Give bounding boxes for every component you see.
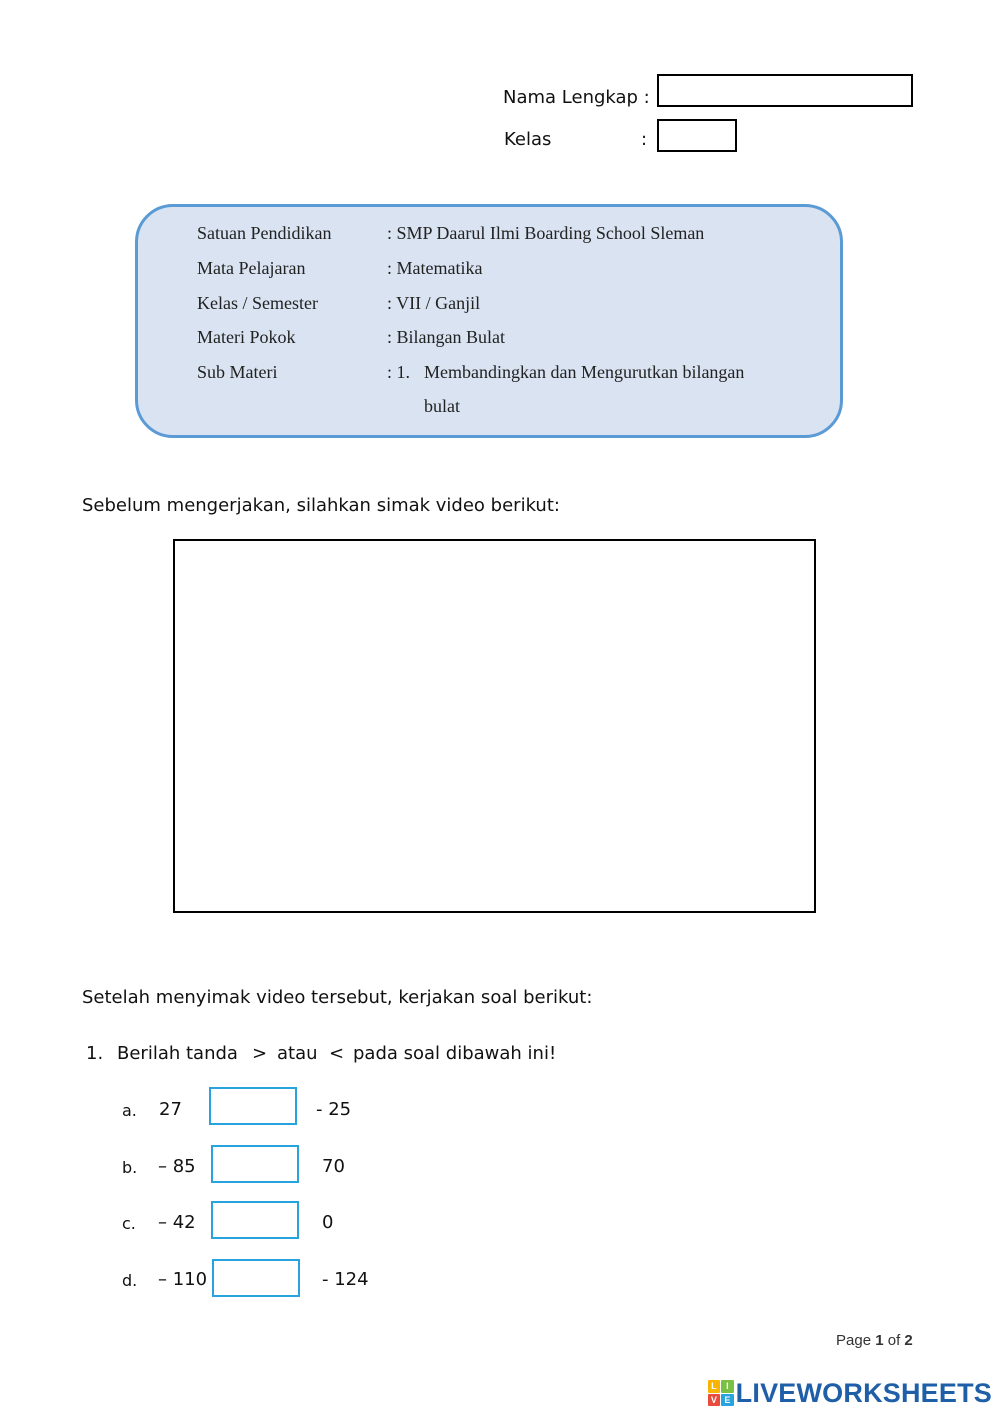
info-label-school: Satuan Pendidikan <box>197 223 332 243</box>
info-label-class-semester: Kelas / Semester <box>197 293 318 313</box>
item-a-right-value: - 25 <box>316 1099 352 1120</box>
info-value-subject: : Matematika <box>387 258 483 278</box>
page-word: Page <box>836 1332 872 1349</box>
class-colon: : <box>641 129 648 150</box>
video-frame[interactable] <box>173 539 816 913</box>
item-c-left-value: – 42 <box>158 1212 196 1233</box>
item-b-answer-box[interactable] <box>211 1145 299 1183</box>
info-label-topic: Materi Pokok <box>197 327 296 347</box>
liveworksheets-logo-icon <box>708 1380 734 1406</box>
task-intro-text: Setelah menyimak video tersebut, kerjakan soal berikut: <box>82 987 593 1008</box>
item-b-letter: b. <box>122 1158 138 1177</box>
info-value-topic: : Bilangan Bulat <box>387 327 505 347</box>
info-value-subtopic-number: : 1. <box>387 362 411 382</box>
info-label-subject: Mata Pelajaran <box>197 258 306 278</box>
info-value-subtopic: Membandingkan dan Mengurutkan bilangan <box>424 362 745 382</box>
question-text-part2: atau <box>277 1043 318 1064</box>
logo-tile-e: E <box>721 1394 734 1407</box>
item-c-letter: c. <box>122 1214 136 1233</box>
class-label: Kelas <box>504 129 552 150</box>
class-input[interactable] <box>657 119 737 152</box>
question-text-part1: Berilah tanda <box>117 1043 238 1064</box>
item-c-answer-box[interactable] <box>211 1201 299 1239</box>
item-a-letter: a. <box>122 1101 137 1120</box>
liveworksheets-brand <box>708 1377 992 1409</box>
logo-tile-l: L <box>708 1380 721 1393</box>
question-number: 1. <box>86 1043 104 1064</box>
item-b-right-value: 70 <box>322 1156 345 1177</box>
item-c-right-value: 0 <box>322 1212 334 1233</box>
page-number <box>836 1332 913 1349</box>
info-value-subtopic-cont: bulat <box>424 396 460 416</box>
item-b-left-value: – 85 <box>158 1156 196 1177</box>
info-value-school: : SMP Daarul Ilmi Boarding School Sleman <box>387 223 705 243</box>
item-d-answer-box[interactable] <box>212 1259 300 1297</box>
item-d-right-value: - 124 <box>322 1269 369 1290</box>
item-d-letter: d. <box>122 1271 138 1290</box>
page-total: 2 <box>904 1332 913 1349</box>
name-label: Nama Lengkap : <box>503 87 650 108</box>
question-text-part3: pada soal dibawah ini! <box>353 1043 557 1064</box>
brand-name: LIVEWORKSHEETS <box>735 1377 992 1408</box>
less-than-symbol: < <box>329 1043 345 1064</box>
info-label-subtopic: Sub Materi <box>197 362 278 382</box>
page-current: 1 <box>875 1332 884 1349</box>
video-intro-text: Sebelum mengerjakan, silahkan simak video berikut: <box>82 495 560 516</box>
page-of: of <box>887 1332 901 1349</box>
logo-tile-v: V <box>708 1394 721 1407</box>
item-a-left-value: 27 <box>159 1099 182 1120</box>
name-input[interactable] <box>657 74 913 107</box>
item-a-answer-box[interactable] <box>209 1087 297 1125</box>
greater-than-symbol: > <box>252 1043 268 1064</box>
info-value-class-semester: : VII / Ganjil <box>387 293 481 313</box>
item-d-left-value: – 110 <box>158 1269 208 1290</box>
logo-tile-i: I <box>721 1380 734 1393</box>
